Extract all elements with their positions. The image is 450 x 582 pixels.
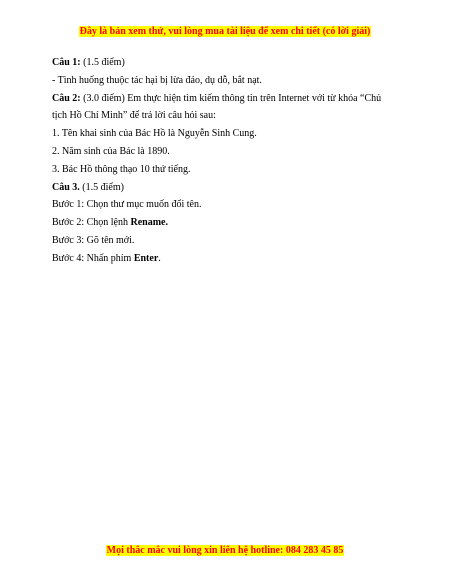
preview-notice-text: Đây là bản xem thử, vui lòng mua tài liệu để xem chi tiết (có lời giải) (79, 26, 371, 37)
question-2-item-1: 1. Tên khai sinh của Bác Hồ là Nguyễn Sinh Cung. (52, 128, 257, 140)
hotline-banner (0, 545, 450, 557)
question-2-label: Câu 2: (52, 92, 81, 104)
question-3-heading (52, 179, 398, 197)
question-3-label: Câu 3. (52, 181, 80, 193)
step-1: Bước 1: Chọn thư mục muốn đổi tên. (52, 199, 202, 211)
document-body (52, 54, 398, 268)
step-2-text: Bước 2: Chọn lệnh (52, 217, 131, 229)
step-4-period: . (158, 252, 161, 264)
question-1-label: Câu 1: (52, 57, 81, 68)
question-2-heading (52, 90, 398, 126)
question-2-item-2: 2. Năm sinh của Bác là 1890. (52, 145, 170, 157)
question-1-points: (1.5 điểm) (80, 57, 125, 68)
step-4 (52, 250, 398, 268)
question-1-answer: - Tình huống thuộc tác hại bị lừa đảo, dụ dỗ, bắt nạt. (52, 74, 262, 86)
question-2-text: (3.0 điểm) Em thực hiện tìm kiếm thông tin trên Internet với từ khóa “Chủ tịch Hồ Chí Minh” để trả lời câu hỏi sau: (52, 92, 382, 122)
step-4-text: Bước 4: Nhấn phím (52, 252, 134, 264)
question-3-points: (1.5 điểm) (79, 181, 124, 193)
preview-notice-banner (0, 26, 450, 38)
step-4-key: Enter (133, 252, 159, 264)
question-1-heading (52, 54, 398, 72)
step-3: Bước 3: Gõ tên mới. (52, 234, 135, 246)
hotline-text: Mọi thắc mắc vui lòng xin liên hệ hotline: 084 283 45 85 (106, 545, 344, 556)
step-2 (52, 214, 398, 232)
step-2-command: Rename. (130, 217, 168, 229)
question-2-item-3: 3. Bác Hồ thông thạo 10 thứ tiếng. (52, 163, 191, 175)
